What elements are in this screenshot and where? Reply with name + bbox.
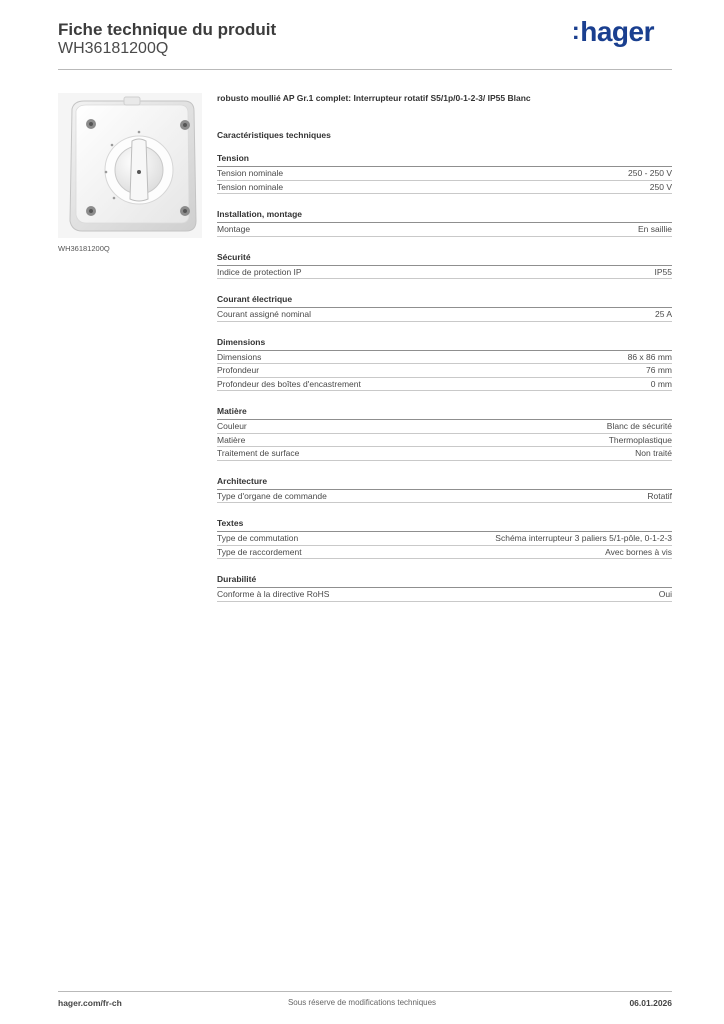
technical-sheet-content bbox=[217, 92, 672, 602]
spec-label: Tension nominale bbox=[217, 181, 284, 192]
spec-value: Blanc de sécurité bbox=[606, 421, 672, 431]
spec-section bbox=[217, 573, 672, 602]
spec-label: Type d'organe de commande bbox=[217, 490, 327, 501]
spec-value: Non traité bbox=[635, 448, 672, 458]
spec-label: Courant assigné nominal bbox=[217, 309, 312, 319]
footer-disclaimer: Sous réserve de modifications techniques bbox=[287, 998, 437, 1007]
spec-value: Rotatif bbox=[647, 490, 672, 501]
spec-value: Thermoplastique bbox=[608, 434, 672, 445]
section-title: Installation, montage bbox=[217, 208, 672, 223]
header-divider bbox=[58, 69, 672, 70]
spec-section bbox=[217, 517, 672, 559]
spec-row bbox=[217, 447, 672, 461]
spec-label: Couleur bbox=[217, 421, 247, 431]
spec-row bbox=[217, 364, 672, 378]
spec-label: Traitement de surface bbox=[217, 448, 300, 458]
section-title: Dimensions bbox=[217, 336, 672, 351]
footer-website: hager.com/fr-ch bbox=[58, 998, 122, 1008]
spec-value: 76 mm bbox=[646, 365, 672, 375]
logo-mark: : bbox=[571, 18, 580, 45]
logo-text: hager bbox=[580, 16, 654, 47]
spec-section bbox=[217, 251, 672, 280]
section-title: Sécurité bbox=[217, 251, 672, 266]
spec-section bbox=[217, 293, 672, 322]
rotary-switch-product-icon bbox=[58, 93, 202, 238]
spec-label: Indice de protection IP bbox=[217, 266, 302, 277]
spec-row bbox=[217, 434, 672, 448]
spec-row bbox=[217, 378, 672, 392]
spec-value: Schéma interrupteur 3 paliers 5/1-pôle, 0-1-2-3 bbox=[495, 533, 672, 543]
spec-value: En saillie bbox=[637, 224, 672, 234]
spec-label: Type de commutation bbox=[217, 533, 299, 543]
characteristics-sections bbox=[217, 152, 672, 602]
section-title: Matière bbox=[217, 405, 672, 420]
spec-row bbox=[217, 546, 672, 560]
spec-label: Profondeur des boîtes d'encastrement bbox=[217, 378, 361, 389]
section-title: Courant électrique bbox=[217, 293, 672, 308]
product-photo-svg bbox=[58, 93, 202, 238]
spec-value: 250 V bbox=[649, 181, 672, 192]
section-title: Architecture bbox=[217, 475, 672, 490]
spec-section bbox=[217, 405, 672, 461]
section-title: Textes bbox=[217, 517, 672, 532]
spec-value: Avec bornes à vis bbox=[605, 546, 672, 557]
footer-divider bbox=[58, 991, 672, 992]
spec-label: Matière bbox=[217, 434, 246, 445]
spec-row bbox=[217, 532, 672, 546]
page-header bbox=[58, 16, 672, 70]
spec-value: 25 A bbox=[654, 309, 672, 319]
spec-row bbox=[217, 223, 672, 237]
spec-label: Conforme à la directive RoHS bbox=[217, 589, 330, 599]
spec-section bbox=[217, 208, 672, 237]
spec-row bbox=[217, 588, 672, 602]
spec-row bbox=[217, 181, 672, 195]
product-description: robusto moullié AP Gr.1 complet: Interrupteur rotatif S5/1p/0-1-2-3/ IP55 Blanc bbox=[217, 93, 531, 103]
spec-value: 0 mm bbox=[650, 378, 672, 389]
spec-value: Oui bbox=[658, 589, 672, 599]
spec-row bbox=[217, 167, 672, 181]
hager-logo bbox=[572, 16, 654, 48]
spec-row bbox=[217, 420, 672, 434]
spec-section bbox=[217, 152, 672, 194]
spec-value: 250 - 250 V bbox=[628, 168, 672, 178]
spec-label: Tension nominale bbox=[217, 168, 284, 178]
spec-section bbox=[217, 475, 672, 504]
spec-label: Type de raccordement bbox=[217, 546, 302, 557]
spec-row bbox=[217, 490, 672, 504]
footer-date: 06.01.2026 bbox=[629, 998, 672, 1008]
spec-label: Profondeur bbox=[217, 365, 260, 375]
product-reference: WH36181200Q bbox=[58, 40, 169, 57]
characteristics-heading: Caractéristiques techniques bbox=[217, 130, 331, 140]
spec-label: Dimensions bbox=[217, 351, 262, 362]
section-title: Tension bbox=[217, 152, 672, 167]
spec-label: Montage bbox=[217, 224, 251, 234]
page-title: Fiche technique du produit bbox=[58, 20, 277, 39]
spec-row bbox=[217, 351, 672, 365]
spec-row bbox=[217, 266, 672, 280]
spec-value: 86 x 86 mm bbox=[627, 351, 672, 362]
spec-value: IP55 bbox=[654, 266, 672, 277]
section-title: Durabilité bbox=[217, 573, 672, 588]
spec-section bbox=[217, 336, 672, 392]
spec-row bbox=[217, 308, 672, 322]
image-caption: WH36181200Q bbox=[58, 244, 110, 253]
